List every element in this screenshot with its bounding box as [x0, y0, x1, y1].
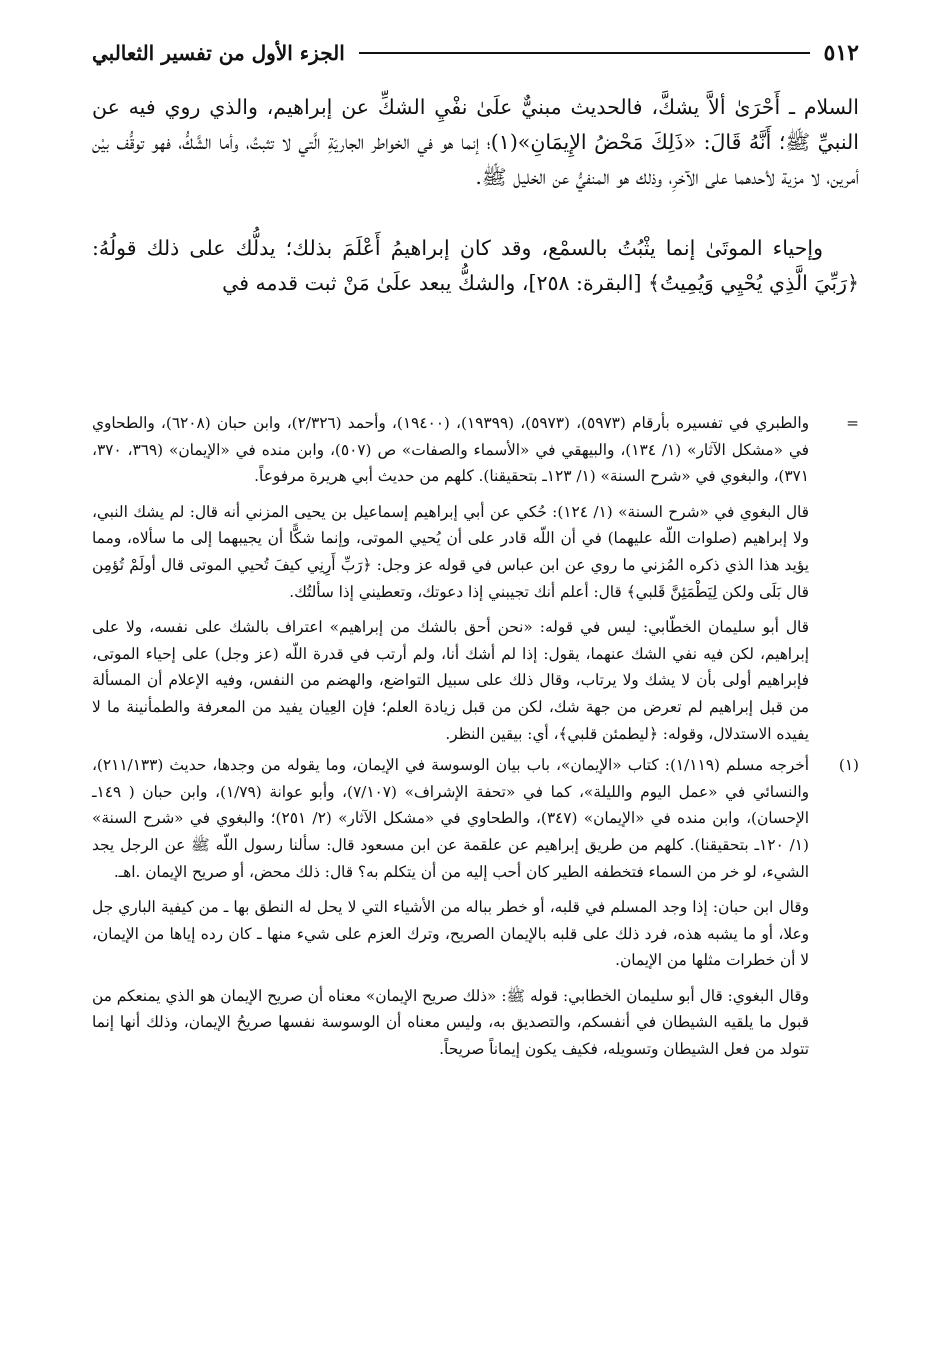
footnote-paragraph: قال أبو سليمان الخطّابي: ليس في قوله: «نحن أحق بالشك من إبراهيم» اعتراف بالشك على نفسه، ولا على إبراهيم، لكن فيه نفي الشك عنهما، يقول: إذا لم أشك أنا، ولم أرتب في قدرة اللّه (عز وجل) على إحياء الموتى، فإبراهيم أولى بأن لا يشك ولا يرتاب، وقال ذلك على سبيل التواضع، والهضم من النفس، وفيه الإعلام أن المسألة من قبل إبراهيم لم تعرض من جهة شك، لكن من قبل زيادة العلم؛ فإن العِيان يفيد من المعرفة والطمأنينة ما لا يفيده الاستدلال، وقوله: ﴿ليطمئن قلبي﴾، أي: بيقين النظر. [92, 618, 809, 743]
main-paragraph-2: وإحياء الموتَىٰ إنما يثْبُتُ بالسمْع، وقد كان إبراهيمُ أَعْلَمَ بذلك؛ يدلُّك على ذلك قولُهُ: ﴿رَبِّيَ الَّذِي يُحْيِي وَيُمِيتُ﴾ [البقرة: ٢٥٨]، والشكُّ يبعد علَىٰ مَنْ ثبت قدمه في [92, 236, 859, 295]
footnote-paragraph: أخرجه مسلم (١/١١٩): كتاب «الإيمان»، باب بيان الوسوسة في الإيمان، وما يقوله من وجدها، حديث (٢١١/١٣٣)، والنسائي في «عمل اليوم والليلة»، كما في «تحفة الإشراف» (٧/١٠٧)، وأبو عوانة (١/٧٩)، وابن حبان ( ١٤٩ـ الإحسان)، وابن منده في «الإيمان» (٣٤٧)، والطحاوي في «مشكل الآثار» (٢/ ٢٥١)؛ والبغوي في «شرح السنة» (١/ ١٢٠ـ بتحقيقنا). كلهم من طريق إبراهيم عن علقمة عن ابن مسعود قال: سألنا رسول اللّه ﷺ عن الرجل يجد الشيء، لو خر من السماء فتخطفه الطير كان أحب إليه من أن يتكلم به؟ قال: ذلك محض، أو صريح الإيمان .اهـ. [92, 756, 810, 881]
footnote-paragraph: قال البغوي في «شرح السنة» (١/ ١٢٤): حُكي عن أبي إبراهيم إسماعيل بن يحيى المزني أنه قال: لم يشك النبي، ولا إبراهيم (صلوات اللّه عليهما) في أن اللّه قادر على أن يُحيي الموتى، وإنما شكًّا أن يجيبهما إلى ما سألاه، ومما يؤيد هذا الذي ذكره المُزني ما روي عن ابن عباس في قوله عز وجل: ﴿رَبِّ أَرِنِي كيفَ تُحيي الموتى قال أولَمْ تُؤمِن قال بَلَى ولكن لِيَطْمَئِنَّ قَلبي﴾ قال: أعلم أنك تجيبني إذا دعوتك، وتعطيني إذا سألتُك. [92, 502, 809, 601]
paragraph-gap [92, 195, 859, 231]
main-paragraph-1: السلام ـ أَحْرَىٰ ألاَّ يشكَّ، فالحديث مبنيٌّ علَىٰ نفْيِ الشكِّ عن إبراهيم، والذي روي فيه عن النبيِّ ﷺ؛ أَنَّهُ قَالَ: «ذَلِكَ مَحْضُ الإِيمَانِ»(١)؛ إنما هو في الخواطر الجاريَةِ الَّتي لا تثبتُ، وأما الشَّكُّ، فهو توقُّف بيْن أمرين، لا مزية لأحدهما على الآخرِ، وذلك هو المنفيُّ عن الخليل ﷺ. [92, 95, 859, 189]
page-header [92, 36, 859, 70]
footnote-paragraph: وقال البغوي: قال أبو سليمان الخطابي: قوله ﷺ: «ذلك صريح الإيمان» معناه أن صريح الإيمان هو الذي يمنعكم من قبول ما يلقيه الشيطان في أنفسكم، والتصديق به، وليس معناه أن الوسوسة نفسها صريحُ الإيمان، وذلك أنها إنما تتولد من فعل الشيطان وتسويله، فكيف يكون إيماناً صريحاً. [92, 986, 809, 1059]
main-text [92, 90, 859, 301]
footnote-continued [92, 410, 859, 747]
footnotes [92, 410, 859, 1068]
footnote-number: (١) [838, 756, 859, 775]
footnote-paragraph: وقال ابن حبان: إذا وجد المسلم في قلبه، أو خطر بباله من الأشياء التي لا يحل له النطق بها ـ من كيفية الباري جل وعلا، أو ما يشبه هذه، فرد ذلك على قلبه بالإيمان الصريح، وترك العزم على شيء منها ـ كان رده إياها من الإيمان، لا أن خطرات مثلها من الإيمان. [92, 898, 809, 970]
footnote-1 [92, 752, 859, 1063]
footnote-paragraph: والطبري في تفسيره بأرقام (٥٩٧٣)، (٥٩٧٣)، (١٩٣٩٩)، (١٩٤٠٠)، وأحمد (٢/٣٢٦)، وابن حبان (٦٢٠٨)، والطحاوي في «مشكل الآثار» (١/ ١٣٤)، والبيهقي في «الأسماء والصفات» ص (٥٠٧)، وابن منده في «الإيمان» (٣٦٩، ٣٧٠، ٣٧١)، والبغوي في «شرح السنة» (١/ ١٢٣ـ بتحقيقنا). كلهم من حديث أبي هريرة مرفوعاً. [92, 414, 809, 486]
running-title: الجزء الأول من تفسير الثعالبي [92, 41, 345, 65]
page-number: ٥١٢ [823, 40, 859, 66]
continuation-mark: = [846, 414, 859, 432]
header-rule [359, 52, 810, 54]
